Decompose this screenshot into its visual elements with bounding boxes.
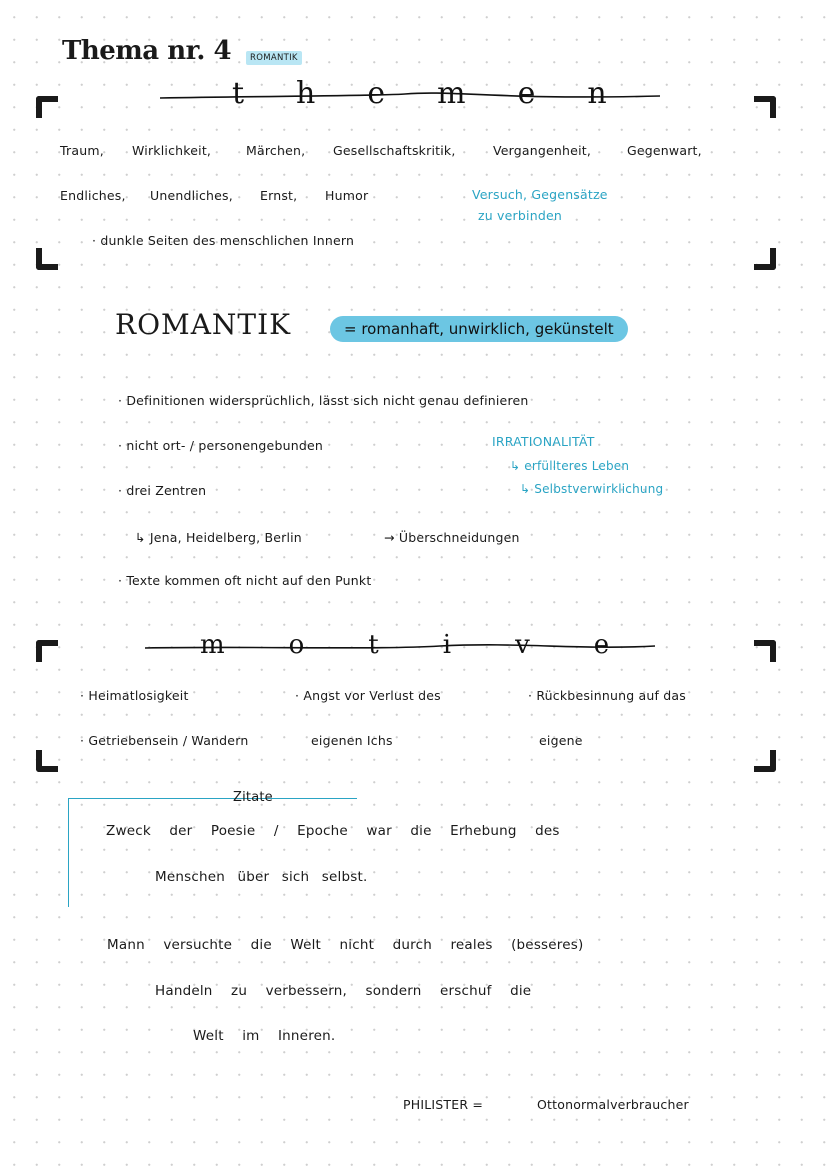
philister-definition: Ottonormalverbraucher: [537, 1097, 689, 1112]
theme-word: Humor: [325, 188, 369, 203]
themen-note-line1: Versuch, Gegensätze: [472, 187, 608, 202]
bracket-bottom-left: [36, 248, 58, 270]
motive-item: · Getriebensein / Wandern: [80, 733, 249, 748]
motive-divider-word: motive: [200, 630, 674, 660]
irrationality-heading: IRRATIONALITÄT: [492, 434, 595, 449]
theme-word: Traum,: [60, 143, 104, 158]
romantik-heading: ROMANTIK: [115, 308, 292, 341]
motive-item: · Angst vor Verlust des: [295, 688, 441, 703]
romantik-bullet: · nicht ort- / personengebunden: [118, 438, 323, 453]
bracket-bottom-right: [754, 750, 776, 772]
theme-line: · dunkle Seiten des menschlichen Innern: [92, 233, 355, 248]
themen-note-line2: zu verbinden: [478, 208, 562, 223]
romantik-subitem: → Überschneidungen: [384, 530, 520, 545]
page-title: Thema nr. 4: [62, 36, 232, 66]
quote-line: Welt im Inneren.: [193, 1028, 336, 1044]
motive-item-cont: eigene: [539, 733, 583, 748]
bracket-bottom-right: [754, 248, 776, 270]
romantik-subitem: ↳ Jena, Heidelberg, Berlin: [135, 530, 302, 545]
theme-word: Gegenwart,: [627, 143, 702, 158]
bracket-top-left: [36, 96, 58, 118]
theme-word: Endliches,: [60, 188, 126, 203]
themen-divider-word: themen: [232, 76, 659, 111]
quote-line: Zweck der Poesie / Epoche war die Erhebung des: [106, 823, 560, 839]
motive-item: · Rückbesinnung auf das: [528, 688, 686, 703]
bracket-top-right: [754, 96, 776, 118]
romantik-bullet: · Texte kommen oft nicht auf den Punkt: [118, 573, 372, 588]
theme-word: Märchen,: [246, 143, 306, 158]
bracket-top-left: [36, 640, 58, 662]
topic-badge: ROMANTIK: [246, 51, 302, 65]
irrationality-item: ↳ erfüllteres Leben: [510, 459, 630, 473]
romantik-bullet: · drei Zentren: [118, 483, 207, 498]
theme-word: Ernst,: [260, 188, 298, 203]
theme-word: Unendliches,: [150, 188, 233, 203]
motive-item-cont: eigenen Ichs: [311, 733, 393, 748]
theme-word: Wirklichkeit,: [132, 143, 212, 158]
irrationality-item: ↳ Selbstverwirklichung: [520, 482, 664, 496]
motive-item: · Heimatlosigkeit: [80, 688, 189, 703]
quote-box: [68, 798, 357, 907]
theme-word: Gesellschaftskritik,: [333, 143, 456, 158]
bracket-top-right: [754, 640, 776, 662]
romantik-definition-pill: = romanhaft, unwirklich, gekünstelt: [330, 316, 628, 342]
quote-line: Mann versuchte die Welt nicht durch reales (besseres): [107, 937, 584, 953]
quote-line: Menschen über sich selbst.: [155, 869, 368, 885]
romantik-bullet: · Definitionen widersprüchlich, lässt sich nicht genau definieren: [118, 393, 529, 408]
quote-line: Handeln zu verbessern, sondern erschuf die: [155, 983, 532, 999]
philister-label: PHILISTER =: [403, 1097, 484, 1112]
bracket-bottom-left: [36, 750, 58, 772]
zitate-label: Zitate: [233, 790, 273, 805]
theme-word: Vergangenheit,: [493, 143, 592, 158]
